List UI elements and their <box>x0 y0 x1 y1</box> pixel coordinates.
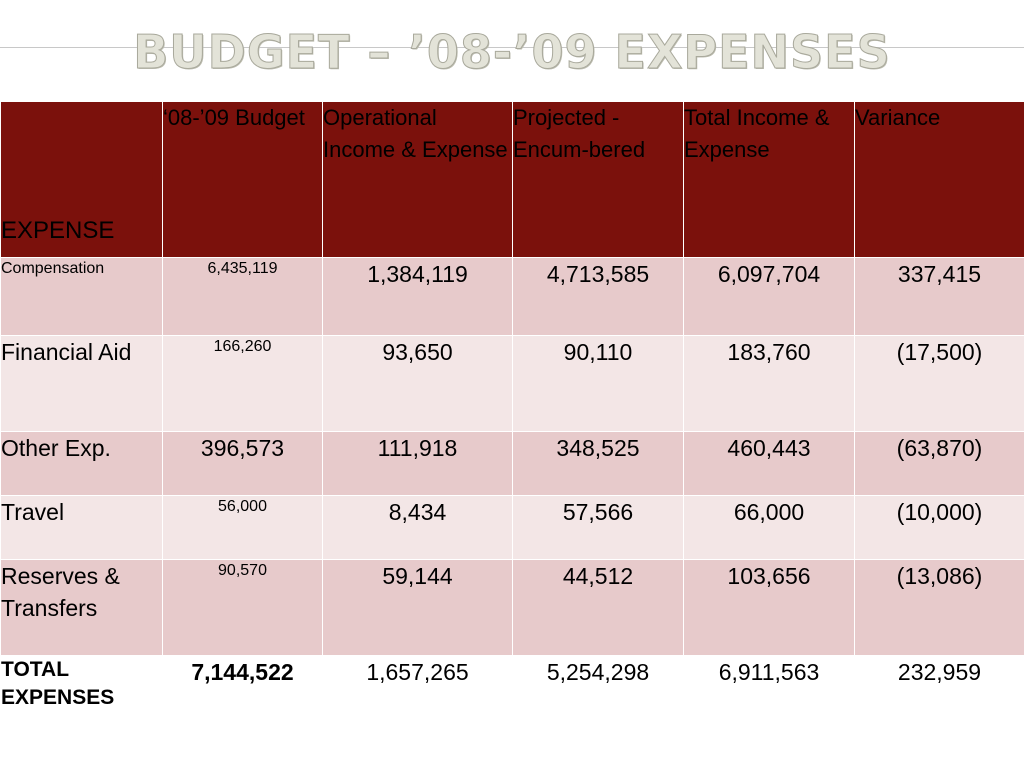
projected-cell: 57,566 <box>513 496 684 560</box>
operational-cell: 8,434 <box>323 496 513 560</box>
variance-cell: (13,086) <box>855 560 1024 656</box>
total-cell: 460,443 <box>684 432 855 496</box>
total-budget-cell: 7,144,522 <box>163 656 323 768</box>
header-projected: Projected - Encum-bered <box>513 102 684 258</box>
total-cell: 103,656 <box>684 560 855 656</box>
total-cell: 66,000 <box>684 496 855 560</box>
total-cell: 6,097,704 <box>684 258 855 336</box>
variance-cell: (63,870) <box>855 432 1024 496</box>
budget-cell: 6,435,119 <box>163 258 323 336</box>
budget-cell: 90,570 <box>163 560 323 656</box>
projected-cell: 348,525 <box>513 432 684 496</box>
total-label: TOTAL EXPENSES <box>1 656 163 768</box>
row-label: Other Exp. <box>1 432 163 496</box>
budget-cell: 56,000 <box>163 496 323 560</box>
projected-cell: 90,110 <box>513 336 684 432</box>
table-row-other-exp <box>1 432 1024 496</box>
table-row-travel <box>1 496 1024 560</box>
operational-cell: 1,384,119 <box>323 258 513 336</box>
total-cell: 183,760 <box>684 336 855 432</box>
variance-cell: (17,500) <box>855 336 1024 432</box>
operational-cell: 93,650 <box>323 336 513 432</box>
table-row-compensation <box>1 258 1024 336</box>
header-budget: ‘08-’09 Budget <box>163 102 323 258</box>
slide-title: BUDGET – ’08-’09 EXPENSES <box>133 25 891 79</box>
total-variance-cell: 232,959 <box>855 656 1024 768</box>
operational-cell: 59,144 <box>323 560 513 656</box>
table-row-reserves <box>1 560 1024 656</box>
row-label: Compensation <box>1 258 163 336</box>
total-total-cell: 6,911,563 <box>684 656 855 768</box>
variance-cell: 337,415 <box>855 258 1024 336</box>
variance-cell: (10,000) <box>855 496 1024 560</box>
table-header-row <box>1 102 1024 258</box>
table-row-financial-aid <box>1 336 1024 432</box>
budget-cell: 396,573 <box>163 432 323 496</box>
budget-table <box>0 101 1024 768</box>
row-label: Financial Aid <box>1 336 163 432</box>
row-label: Reserves & Transfers <box>1 560 163 656</box>
total-projected-cell: 5,254,298 <box>513 656 684 768</box>
operational-cell: 111,918 <box>323 432 513 496</box>
header-total: Total Income & Expense <box>684 102 855 258</box>
table-row-total <box>1 656 1024 768</box>
header-expense: EXPENSE <box>1 102 163 258</box>
projected-cell: 44,512 <box>513 560 684 656</box>
header-operational: Operational Income & Expense <box>323 102 513 258</box>
projected-cell: 4,713,585 <box>513 258 684 336</box>
total-operational-cell: 1,657,265 <box>323 656 513 768</box>
budget-cell: 166,260 <box>163 336 323 432</box>
header-variance: Variance <box>855 102 1024 258</box>
row-label: Travel <box>1 496 163 560</box>
